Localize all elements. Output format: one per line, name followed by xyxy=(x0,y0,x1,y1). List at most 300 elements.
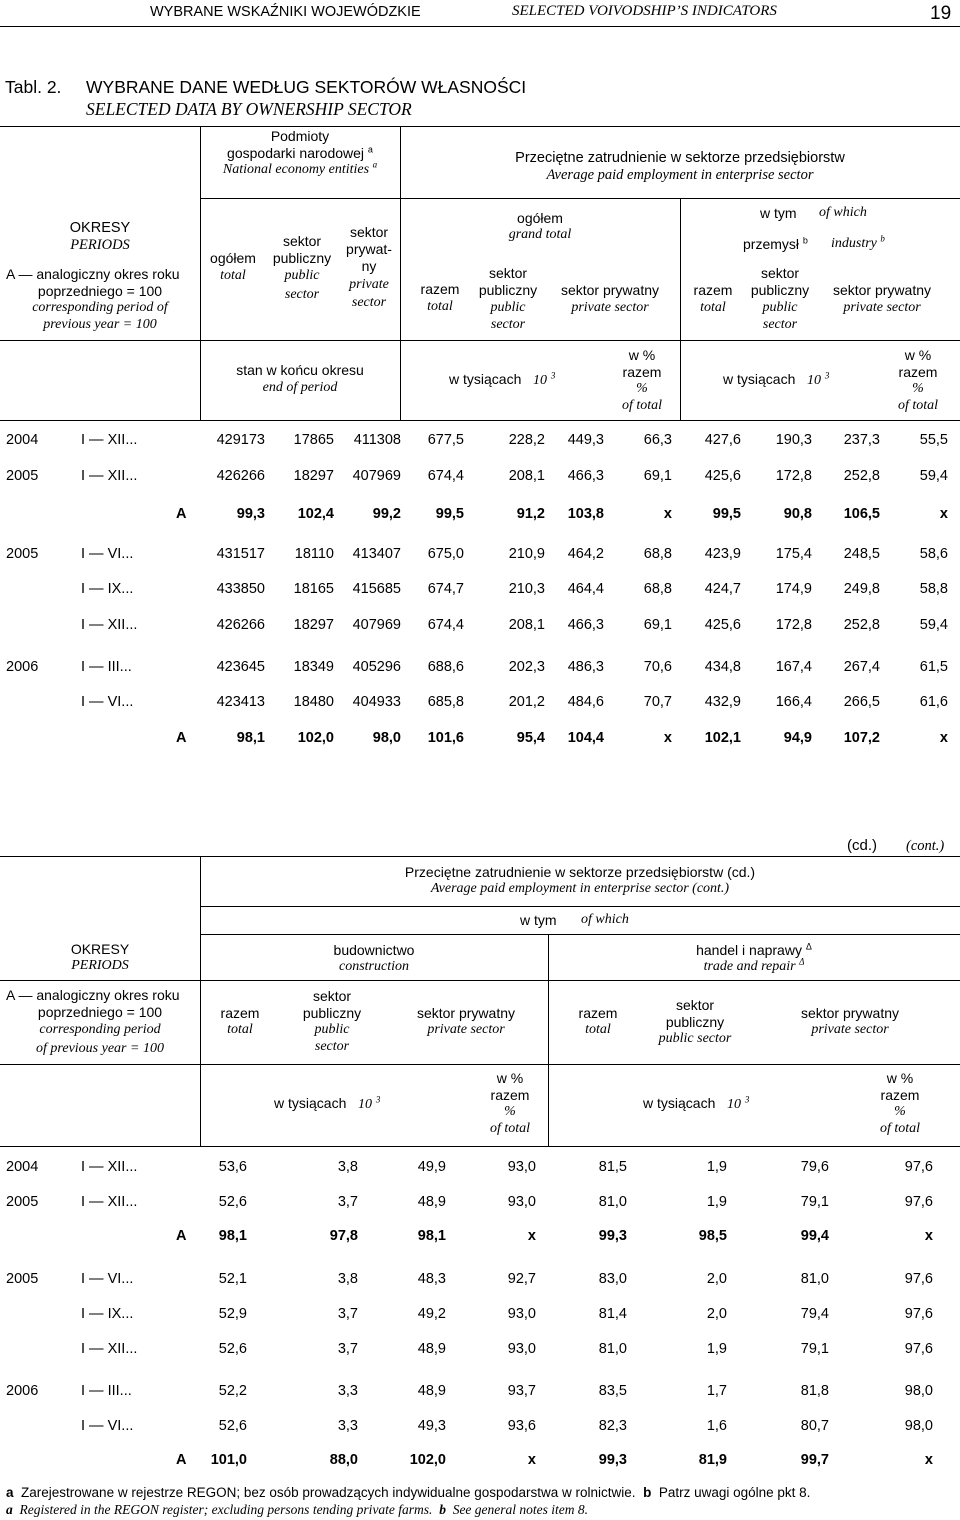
of-which2-en: of which xyxy=(581,912,629,927)
grand-total-en: grand total xyxy=(508,227,572,242)
rule xyxy=(0,126,960,127)
thousands-sup: 3 xyxy=(550,370,556,381)
table-cell: 426266 xyxy=(216,468,265,484)
industry-pl xyxy=(743,236,808,252)
col-total-en: total xyxy=(220,268,246,283)
pct-4-razem: razem xyxy=(880,1087,920,1103)
footnote-a-key: a xyxy=(6,1502,13,1517)
periods-en: PERIODS xyxy=(70,237,130,253)
periods2-pl: OKRESY xyxy=(70,941,130,957)
table-cell: 1,9 xyxy=(706,1341,727,1357)
col-private-pl1: sektor xyxy=(349,224,389,240)
pct-4-pl: w % xyxy=(886,1070,914,1086)
pct-3-razem: razem xyxy=(490,1087,530,1103)
a-legend-en2: previous year = 100 xyxy=(43,317,157,332)
footnote-a-marker: a xyxy=(372,159,378,170)
table-cell: 2,0 xyxy=(706,1306,727,1322)
row-period: I — VI... xyxy=(81,694,134,710)
rule xyxy=(0,1064,960,1065)
table-cell: 429173 xyxy=(216,432,265,448)
table-row xyxy=(0,694,960,716)
table-cell: 48,9 xyxy=(417,1341,446,1357)
table-cell: 58,8 xyxy=(919,581,948,597)
table-cell: 464,4 xyxy=(567,581,604,597)
table-row xyxy=(0,546,960,568)
table-cell: 99,3 xyxy=(598,1228,627,1244)
table-cell: 1,9 xyxy=(706,1194,727,1210)
row-period: I — XII... xyxy=(81,468,138,484)
table-cell: 674,4 xyxy=(427,617,464,633)
table-cell: 98,1 xyxy=(417,1228,446,1244)
rule xyxy=(200,934,960,935)
table-cell: 52,6 xyxy=(218,1418,247,1434)
table-cell: 18297 xyxy=(293,617,334,633)
table-cell: 79,1 xyxy=(800,1194,829,1210)
rule xyxy=(200,856,201,1146)
c2-public-pl1: sektor xyxy=(312,988,352,1004)
c2-razem: razem xyxy=(220,1005,260,1021)
table-cell: 1,9 xyxy=(706,1159,727,1175)
table-cell: x xyxy=(663,506,672,522)
table-cell: 94,9 xyxy=(783,730,812,746)
footnote-b-marker: b xyxy=(880,233,885,244)
table-cell: 52,6 xyxy=(218,1341,247,1357)
row-period: A xyxy=(176,506,187,522)
col-total-pl: ogółem xyxy=(210,250,256,266)
table-row xyxy=(0,1383,960,1405)
cont-en: (cont.) xyxy=(906,838,945,854)
table-cell: 228,2 xyxy=(508,432,545,448)
c2-public-en2: sector xyxy=(314,1039,350,1054)
pct-2-en: of total xyxy=(897,398,939,413)
employment2-pl: Przeciętne zatrudnienie w sektorze przedsiębiorstw (cd.) xyxy=(404,864,756,880)
table-cell: 99,5 xyxy=(712,506,741,522)
row-period: A xyxy=(176,1452,187,1468)
table-cell: 3,8 xyxy=(337,1271,358,1287)
table-cell: 425,6 xyxy=(704,468,741,484)
table-cell: 80,7 xyxy=(800,1418,829,1434)
t2-private-pl: sektor prywatny xyxy=(800,1005,900,1021)
table-cell: x xyxy=(924,1452,933,1468)
t2-public-pl2: publiczny xyxy=(665,1014,725,1030)
footnote-a-en: Registered in the REGON register; excluding persons tending private farms. xyxy=(19,1502,433,1517)
footnote-b-key: b xyxy=(439,1502,446,1517)
table-cell: 99,5 xyxy=(435,506,464,522)
t2-razem: razem xyxy=(578,1005,618,1021)
row-year: 2006 xyxy=(6,659,39,675)
pct-2-razem: razem xyxy=(898,364,938,380)
a2-legend-pl2: poprzedniego = 100 xyxy=(37,1004,163,1020)
table-cell: 685,8 xyxy=(427,694,464,710)
table-cell: 172,8 xyxy=(775,468,812,484)
pct-1-pl: w % xyxy=(628,347,656,363)
table-cell: 97,6 xyxy=(904,1159,933,1175)
table-cell: 81,9 xyxy=(698,1452,727,1468)
footnote-pl xyxy=(6,1485,810,1500)
table-cell: 102,0 xyxy=(409,1452,446,1468)
running-header xyxy=(0,0,960,26)
entities-head-en-text: National economy entities xyxy=(222,162,370,177)
table-cell: 407969 xyxy=(352,468,401,484)
table-row xyxy=(0,730,960,752)
col-grand-public-pl1: sektor xyxy=(488,265,528,281)
table-cell: 99,7 xyxy=(800,1452,829,1468)
table-cell: 58,6 xyxy=(919,546,948,562)
table-cell: 166,4 xyxy=(775,694,812,710)
col-grand-razem: razem xyxy=(420,281,460,297)
c2-public-en1: public xyxy=(314,1022,350,1037)
table-cell: 106,5 xyxy=(843,506,880,522)
table-cell: 93,0 xyxy=(507,1194,536,1210)
industry-en xyxy=(831,233,885,252)
table-cell: 101,6 xyxy=(427,730,464,746)
table-cell: 423645 xyxy=(216,659,265,675)
industry-en-text: industry xyxy=(831,236,877,251)
grand-total-pl: ogółem xyxy=(517,210,563,226)
table-cell: 18349 xyxy=(293,659,334,675)
table-cell: 99,2 xyxy=(372,506,401,522)
t2-public-en: public sector xyxy=(658,1031,732,1046)
rule xyxy=(0,1146,960,1147)
table-cell: 3,3 xyxy=(337,1418,358,1434)
a2-legend-en2: of previous year = 100 xyxy=(36,1041,164,1056)
table-cell: 466,3 xyxy=(567,468,604,484)
thousands-pl: w tysiącach xyxy=(723,371,796,387)
table-cell: 98,0 xyxy=(904,1383,933,1399)
table-cell: 405296 xyxy=(352,659,401,675)
table-cell: 79,6 xyxy=(800,1159,829,1175)
thousands-en: 10 xyxy=(807,373,822,388)
table-cell: 266,5 xyxy=(843,694,880,710)
thousands-1 xyxy=(449,371,555,389)
table-cell: 267,4 xyxy=(843,659,880,675)
table-cell: 98,0 xyxy=(904,1418,933,1434)
table-cell: 174,9 xyxy=(775,581,812,597)
table-cell: 3,8 xyxy=(337,1159,358,1175)
thousands-2 xyxy=(723,371,829,389)
table-cell: x xyxy=(527,1452,536,1468)
thousands-3 xyxy=(274,1095,380,1113)
table-cell: 92,7 xyxy=(507,1271,536,1287)
col-private-pl3: ny xyxy=(361,258,377,274)
col-ind-public-en1: public xyxy=(762,300,798,315)
row-year: 2005 xyxy=(6,1194,39,1210)
table-cell: 424,7 xyxy=(704,581,741,597)
trade-marker: Δ xyxy=(805,941,812,952)
table-cell: 175,4 xyxy=(775,546,812,562)
running-header-left: WYBRANE WSKAŹNIKI WOJEWÓDZKIE xyxy=(150,4,421,20)
row-year: 2005 xyxy=(6,546,39,562)
row-period: I — III... xyxy=(81,1383,132,1399)
footnote-b-en: See general notes item 8. xyxy=(452,1502,589,1517)
table-cell: 404933 xyxy=(352,694,401,710)
col-ind-razem: razem xyxy=(693,282,733,298)
trade-en-text: trade and repair xyxy=(703,959,796,974)
col-public-en2: sector xyxy=(284,287,320,302)
table-cell: 252,8 xyxy=(843,617,880,633)
table-cell: 97,6 xyxy=(904,1271,933,1287)
table-cell: 93,7 xyxy=(507,1383,536,1399)
table-cell: 107,2 xyxy=(843,730,880,746)
table-cell: 97,6 xyxy=(904,1306,933,1322)
table-cell: 52,6 xyxy=(218,1194,247,1210)
a2-legend-en1: corresponding period xyxy=(39,1022,161,1037)
table-row xyxy=(0,581,960,603)
pct-3-sym: % xyxy=(504,1104,516,1119)
table-cell: 81,0 xyxy=(598,1194,627,1210)
table-cell: x xyxy=(939,506,948,522)
row-year: 2004 xyxy=(6,1159,39,1175)
table-cell: 464,2 xyxy=(567,546,604,562)
table-cell: 81,8 xyxy=(800,1383,829,1399)
table-cell: 407969 xyxy=(352,617,401,633)
table-cell: 210,9 xyxy=(508,546,545,562)
table-cell: 674,7 xyxy=(427,581,464,597)
row-period: I — VI... xyxy=(81,1418,134,1434)
of-which2-pl: w tym xyxy=(520,912,557,928)
table-cell: 3,7 xyxy=(337,1341,358,1357)
a-legend-pl2: poprzedniego = 100 xyxy=(37,283,163,299)
table-cell: 433850 xyxy=(216,581,265,597)
end-of-period-pl: stan w końcu okresu xyxy=(236,362,364,378)
page-number: 19 xyxy=(930,3,952,24)
c2-private-en: private sector xyxy=(427,1022,505,1037)
col-public-pl1: sektor xyxy=(282,233,322,249)
table-cell: 70,7 xyxy=(643,694,672,710)
table-cell: 249,8 xyxy=(843,581,880,597)
thousands-sup: 3 xyxy=(375,1094,381,1105)
thousands-sup: 3 xyxy=(824,370,830,381)
row-period: I — III... xyxy=(81,659,132,675)
table-cell: 69,1 xyxy=(643,617,672,633)
periods-pl: OKRESY xyxy=(69,220,131,236)
table-cell: 95,4 xyxy=(516,730,545,746)
table-cell: 93,6 xyxy=(507,1418,536,1434)
table-cell: 79,1 xyxy=(800,1341,829,1357)
table-cell: 102,1 xyxy=(704,730,741,746)
table-cell: 81,0 xyxy=(598,1341,627,1357)
entities-head-en xyxy=(200,159,400,178)
thousands-en: 10 xyxy=(533,373,548,388)
table-cell: 81,5 xyxy=(598,1159,627,1175)
table-cell: 486,3 xyxy=(567,659,604,675)
of-which-en: of which xyxy=(819,205,867,220)
end-of-period-en: end of period xyxy=(262,380,338,395)
col-grand-public-en2: sector xyxy=(490,317,526,332)
table-row xyxy=(0,506,960,528)
table-cell: 82,3 xyxy=(598,1418,627,1434)
trade-en xyxy=(548,956,960,975)
table-cell: 98,1 xyxy=(236,730,265,746)
table-cell: 83,0 xyxy=(598,1271,627,1287)
table-cell: 97,6 xyxy=(904,1341,933,1357)
periods2-en: PERIODS xyxy=(71,958,129,973)
running-header-right: SELECTED VOIVODSHIP’S INDICATORS xyxy=(512,3,777,19)
table-cell: 79,4 xyxy=(800,1306,829,1322)
table-row xyxy=(0,1194,960,1216)
pct-1-sym: % xyxy=(636,381,648,396)
table-cell: 93,0 xyxy=(507,1159,536,1175)
col-grand-private-en: private sector xyxy=(571,300,649,315)
footnote-en xyxy=(6,1502,588,1518)
thousands-4 xyxy=(643,1095,749,1113)
row-period: I — XII... xyxy=(81,1341,138,1357)
col-private-en2: sector xyxy=(351,295,387,310)
row-year: 2005 xyxy=(6,468,39,484)
table-cell: 18480 xyxy=(293,694,334,710)
trade-pl-text: handel i naprawy xyxy=(696,942,802,958)
row-period: I — XII... xyxy=(81,1159,138,1175)
col-public-pl2: publiczny xyxy=(272,250,332,266)
rule xyxy=(0,856,960,857)
table-cell: 98,5 xyxy=(698,1228,727,1244)
entities-head-pl2-text: gospodarki narodowej xyxy=(227,145,365,161)
table-cell: 677,5 xyxy=(427,432,464,448)
table-cell: 49,2 xyxy=(417,1306,446,1322)
pct-3-en: of total xyxy=(489,1121,531,1136)
table-cell: 423,9 xyxy=(704,546,741,562)
table-cell: x xyxy=(663,730,672,746)
table-cell: 91,2 xyxy=(516,506,545,522)
table-cell: 210,3 xyxy=(508,581,545,597)
row-period: I — XII... xyxy=(81,432,138,448)
table-row xyxy=(0,432,960,454)
col-grand-public-en1: public xyxy=(490,300,526,315)
table-row xyxy=(0,468,960,490)
table-cell: 59,4 xyxy=(919,617,948,633)
table-cell: 2,0 xyxy=(706,1271,727,1287)
table-cell: 101,0 xyxy=(210,1452,247,1468)
table-cell: 413407 xyxy=(352,546,401,562)
table-row xyxy=(0,1341,960,1363)
table-cell: 70,6 xyxy=(643,659,672,675)
c2-total: total xyxy=(227,1022,253,1037)
row-year: 2005 xyxy=(6,1271,39,1287)
pct-1-razem: razem xyxy=(622,364,662,380)
table-cell: 3,3 xyxy=(337,1383,358,1399)
col-ind-public-en2: sector xyxy=(762,317,798,332)
table-cell: 466,3 xyxy=(567,617,604,633)
table-cell: 102,0 xyxy=(297,730,334,746)
table-cell: 97,8 xyxy=(329,1228,358,1244)
table-cell: 423413 xyxy=(216,694,265,710)
table-cell: 88,0 xyxy=(329,1452,358,1468)
table-cell: 688,6 xyxy=(427,659,464,675)
table-cell: 52,2 xyxy=(218,1383,247,1399)
table-cell: x xyxy=(924,1228,933,1244)
thousands-sup: 3 xyxy=(744,1094,750,1105)
a2-legend-pl1: A — analogiczny okres roku xyxy=(6,987,180,1003)
industry-pl-text: przemysł xyxy=(743,236,800,252)
table-cell: 68,8 xyxy=(643,546,672,562)
table-cell: 208,1 xyxy=(508,468,545,484)
rule xyxy=(0,420,960,421)
pct-2-sym: % xyxy=(912,381,924,396)
table-row xyxy=(0,617,960,639)
row-period: A xyxy=(176,730,187,746)
col-grand-private-pl: sektor prywatny xyxy=(560,282,660,298)
table-cell: 98,1 xyxy=(218,1228,247,1244)
thousands-pl: w tysiącach xyxy=(643,1095,716,1111)
a-legend-pl1: A — analogiczny okres roku xyxy=(6,266,180,282)
trade-pl xyxy=(548,942,960,958)
col-ind-private-en: private sector xyxy=(843,300,921,315)
rule xyxy=(0,980,960,981)
table-cell: 208,1 xyxy=(508,617,545,633)
employment2-en: Average paid employment in enterprise sector (cont.) xyxy=(430,881,730,896)
table-cell: 190,3 xyxy=(775,432,812,448)
table-cell: 252,8 xyxy=(843,468,880,484)
trade-marker: Δ xyxy=(799,956,805,967)
thousands-pl: w tysiącach xyxy=(274,1095,347,1111)
table-cell: 18297 xyxy=(293,468,334,484)
table-cell: 18165 xyxy=(293,581,334,597)
rule xyxy=(0,340,960,341)
col-ind-total-en: total xyxy=(700,300,726,315)
footnote-b-pl: Patrz uwagi ogólne pkt 8. xyxy=(658,1485,811,1500)
table-cell: 172,8 xyxy=(775,617,812,633)
table-cell: 3,7 xyxy=(337,1306,358,1322)
table-cell: 52,1 xyxy=(218,1271,247,1287)
col-private-en1: private xyxy=(349,277,389,292)
table-cell: 52,9 xyxy=(218,1306,247,1322)
row-period: I — XII... xyxy=(81,617,138,633)
table-row xyxy=(0,659,960,681)
table-cell: 48,9 xyxy=(417,1383,446,1399)
row-period: I — VI... xyxy=(81,1271,134,1287)
row-period: I — IX... xyxy=(81,1306,134,1322)
row-year: 2004 xyxy=(6,432,39,448)
table-cell: 104,4 xyxy=(567,730,604,746)
table-cell: 201,2 xyxy=(508,694,545,710)
table-row xyxy=(0,1452,960,1474)
col-ind-private-pl: sektor prywatny xyxy=(832,282,932,298)
table-cell: 93,0 xyxy=(507,1341,536,1357)
row-period: I — XII... xyxy=(81,1194,138,1210)
table-cell: 1,6 xyxy=(706,1418,727,1434)
employment-head-en: Average paid employment in enterprise sector xyxy=(546,167,814,183)
row-period: A xyxy=(176,1228,187,1244)
col-private-pl2: prywat- xyxy=(346,241,392,257)
table-row xyxy=(0,1228,960,1250)
table-cell: 93,0 xyxy=(507,1306,536,1322)
table-cell: 48,9 xyxy=(417,1194,446,1210)
table-cell: 69,1 xyxy=(643,468,672,484)
table-cell: x xyxy=(939,730,948,746)
col-ind-public-pl2: publiczny xyxy=(750,282,810,298)
table-cell: 102,4 xyxy=(297,506,334,522)
table-cell: 55,5 xyxy=(919,432,948,448)
footnote-a-key: a xyxy=(6,1485,14,1500)
table-cell: x xyxy=(527,1228,536,1244)
thousands-en: 10 xyxy=(727,1097,742,1112)
table-cell: 167,4 xyxy=(775,659,812,675)
footnote-a-marker: a xyxy=(367,144,373,155)
table-cell: 484,6 xyxy=(567,694,604,710)
col-grand-total-en: total xyxy=(427,299,453,314)
employment-head-pl: Przeciętne zatrudnienie w sektorze przedsiębiorstw xyxy=(515,150,845,166)
rule xyxy=(200,906,960,907)
pct-4-en: of total xyxy=(879,1121,921,1136)
table-cell: 202,3 xyxy=(508,659,545,675)
thousands-en: 10 xyxy=(358,1097,373,1112)
table-cell: 97,6 xyxy=(904,1194,933,1210)
table-cell: 415685 xyxy=(352,581,401,597)
table-cell: 675,0 xyxy=(427,546,464,562)
a-legend-en1: corresponding period of xyxy=(32,300,168,315)
table-cell: 59,4 xyxy=(919,468,948,484)
row-period: I — IX... xyxy=(81,581,134,597)
